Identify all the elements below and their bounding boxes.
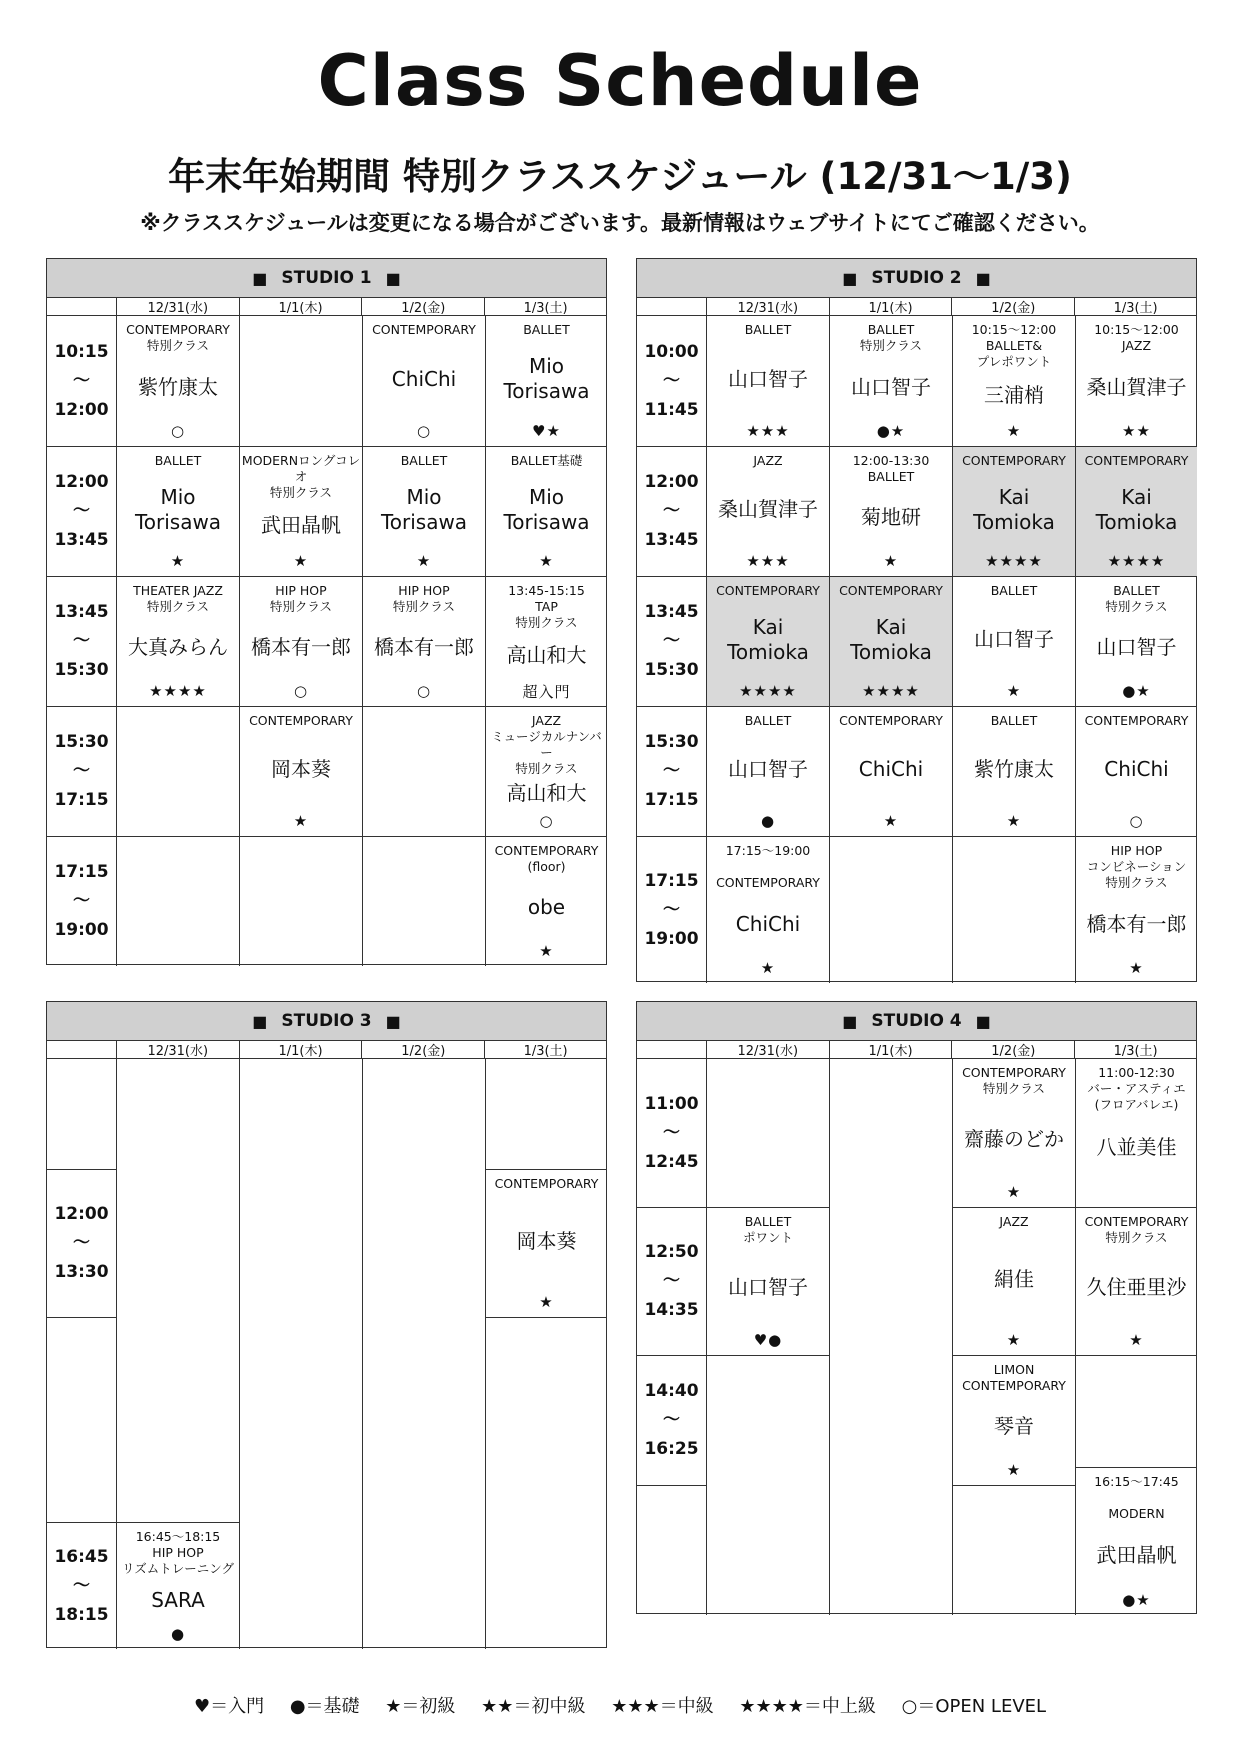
class-genre: CONTEMPORARY xyxy=(962,453,1066,468)
instructor-name: Kai Tomioka xyxy=(1095,484,1178,534)
level-mark: ★ xyxy=(293,812,309,830)
empty-cell xyxy=(952,1485,1075,1615)
time-slot-label: 14:40～ 16:25 xyxy=(644,1381,699,1459)
class-cell xyxy=(239,446,362,576)
legend-item: ★＝初級 xyxy=(385,1696,456,1717)
level-mark: ●★ xyxy=(876,422,906,440)
day-header: 12/31(水) xyxy=(116,1041,239,1058)
level-mark: ○ xyxy=(416,682,432,700)
instructor-name: 岡本葵 xyxy=(516,1229,577,1253)
studio-1-day-row xyxy=(47,298,606,316)
schedule-note: ※クラススケジュールは変更になる場合がございます。最新情報はウェブサイトにてご確認ください。 xyxy=(140,211,1100,235)
time-slot-label: 10:15～ 12:00 xyxy=(54,341,109,420)
time-slot-cell xyxy=(47,576,116,706)
level-mark: ★ xyxy=(1006,422,1022,440)
class-cell xyxy=(952,706,1075,836)
instructor-name: ChiChi xyxy=(391,366,457,391)
page-title: Class Schedule xyxy=(317,40,923,122)
level-mark: ● xyxy=(760,812,776,830)
instructor-name: ChiChi xyxy=(1104,757,1169,781)
class-genre: CONTEMPORARY xyxy=(839,713,943,728)
instructor-name: Mio Torisawa xyxy=(503,484,590,534)
class-genre: LIMON CONTEMPORARY xyxy=(962,1362,1066,1393)
level-mark: ★ xyxy=(1006,682,1022,700)
time-slot-cell xyxy=(47,1522,116,1649)
empty-cell xyxy=(47,1059,116,1169)
instructor-name: 齋藤のどか xyxy=(964,1126,1064,1151)
instructor-name: 橋本有一郎 xyxy=(251,635,351,659)
empty-cell xyxy=(116,1059,239,1522)
class-genre: 10:15～12:00 BALLET& プレポワント xyxy=(971,322,1057,369)
legend-item: ★★＝初中級 xyxy=(481,1696,586,1717)
level-mark: ○ xyxy=(1129,812,1144,830)
day-header-blank xyxy=(637,298,706,315)
instructor-name: Mio Torisawa xyxy=(503,354,590,403)
empty-cell xyxy=(362,1059,485,1649)
level-mark: ★★★★ xyxy=(149,682,207,700)
empty-cell xyxy=(239,1059,362,1649)
time-slot-label: 17:15～ 19:00 xyxy=(644,870,699,949)
studio-2-header: ■ STUDIO 2 ■ xyxy=(637,259,1196,298)
day-header: 12/31(水) xyxy=(706,298,829,315)
class-genre: CONTEMPORARY xyxy=(249,713,353,728)
instructor-name: Mio Torisawa xyxy=(380,484,468,534)
level-mark: ★ xyxy=(1129,1331,1144,1349)
instructor-name: ChiChi xyxy=(858,757,924,781)
level-mark: ★★★★ xyxy=(862,682,920,700)
class-genre: BALLET 特別クラス xyxy=(859,322,923,353)
class-cell xyxy=(952,1355,1075,1485)
instructor-name: 橋本有一郎 xyxy=(374,635,474,659)
level-mark: ★ xyxy=(883,552,899,570)
instructor-name: 山口智子 xyxy=(851,374,931,399)
time-slot-label: 16:45～ 18:15 xyxy=(54,1546,109,1625)
level-mark: ★ xyxy=(1129,959,1144,977)
day-header: 1/3(土) xyxy=(1074,1041,1196,1058)
studio-2-grid xyxy=(637,316,1196,983)
time-slot-label: 12:00～ 13:45 xyxy=(644,472,699,550)
class-cell xyxy=(485,446,607,576)
time-slot-label: 13:45～ 15:30 xyxy=(54,602,109,680)
instructor-name: 紫竹康太 xyxy=(974,757,1054,781)
instructor-name: 岡本葵 xyxy=(271,757,331,781)
studio-1-grid xyxy=(47,316,606,966)
class-cell xyxy=(1075,576,1197,706)
class-cell xyxy=(1075,316,1197,446)
class-cell xyxy=(1075,1207,1197,1355)
day-header: 1/3(土) xyxy=(484,298,606,315)
instructor-name: 山口智子 xyxy=(1096,635,1177,659)
studio-3-name: STUDIO 3 xyxy=(281,1011,372,1031)
class-genre: HIP HOP 特別クラス xyxy=(392,583,456,614)
class-cell xyxy=(829,706,952,836)
class-cell xyxy=(952,446,1075,576)
level-mark: ★★★★ xyxy=(1107,552,1166,570)
class-cell xyxy=(362,446,485,576)
class-cell xyxy=(239,576,362,706)
level-mark: ●★ xyxy=(1122,1591,1151,1609)
class-genre: BALLET ポワント xyxy=(742,1214,793,1245)
class-cell xyxy=(1075,1467,1197,1615)
instructor-name: 武田晶帆 xyxy=(1096,1543,1177,1567)
time-slot-label: 12:00～ 13:30 xyxy=(54,1204,109,1282)
instructor-name: 琴音 xyxy=(994,1414,1034,1438)
class-genre: BALLET xyxy=(990,713,1038,728)
instructor-name: 桑山賀津子 xyxy=(1086,374,1187,399)
level-mark: ★★★★ xyxy=(739,682,797,700)
level-mark: ★ xyxy=(1006,1183,1022,1201)
level-mark: ★ xyxy=(539,552,554,570)
studio-4-table xyxy=(636,1001,1197,1614)
studio-3-table xyxy=(46,1001,607,1648)
class-genre: JAZZ ミュージカルナンバー 特別クラス xyxy=(491,713,602,776)
class-cell xyxy=(1075,836,1197,983)
empty-cell xyxy=(829,1059,952,1615)
instructor-name: 紫竹康太 xyxy=(138,374,218,399)
level-mark: ★ xyxy=(1006,1331,1022,1349)
class-genre: BALLET基礎 xyxy=(510,453,583,468)
class-cell xyxy=(706,446,829,576)
class-genre: BALLET xyxy=(400,453,448,468)
class-genre: BALLET xyxy=(744,322,792,337)
class-genre: CONTEMPORARY xyxy=(1084,713,1189,728)
level-mark: ○ xyxy=(170,422,186,440)
level-mark: ○ xyxy=(539,812,554,830)
time-slot-label: 13:45～ 15:30 xyxy=(644,602,699,680)
level-mark: ★ xyxy=(1006,812,1022,830)
empty-cell xyxy=(362,706,485,836)
time-slot-label: 15:30～ 17:15 xyxy=(54,732,109,810)
studio-1-name: STUDIO 1 xyxy=(281,268,372,288)
time-slot-label: 17:15～ 19:00 xyxy=(54,862,109,940)
legend-item: ●＝基礎 xyxy=(289,1696,360,1717)
empty-cell xyxy=(1075,1355,1197,1467)
class-cell xyxy=(116,576,239,706)
class-genre: BALLET 特別クラス xyxy=(1105,583,1168,614)
level-mark: 超入門 xyxy=(522,682,571,701)
instructor-name: 八並美佳 xyxy=(1096,1134,1177,1159)
time-slot-cell xyxy=(637,1355,706,1485)
studio-2-name: STUDIO 2 xyxy=(871,268,962,288)
level-mark: ♥● xyxy=(753,1331,783,1349)
studio-3-grid xyxy=(47,1059,606,1649)
level-mark: ★ xyxy=(1006,1461,1022,1479)
instructor-name: 三浦梢 xyxy=(984,382,1044,407)
class-genre: CONTEMPORARY xyxy=(494,1176,599,1191)
studio-2-table xyxy=(636,258,1197,982)
time-slot-label: 11:00～ 12:45 xyxy=(644,1093,699,1172)
level-mark: ★★★★ xyxy=(985,552,1043,570)
empty-cell xyxy=(637,1485,706,1615)
day-header: 1/2(金) xyxy=(361,1041,484,1058)
class-genre: CONTEMPORARY xyxy=(1084,453,1189,468)
level-mark: ★ xyxy=(170,552,186,570)
instructor-name: 桑山賀津子 xyxy=(718,497,818,521)
class-cell xyxy=(706,836,829,983)
empty-cell xyxy=(47,1317,116,1522)
class-genre: CONTEMPORARY 特別クラス xyxy=(126,322,230,353)
day-header: 1/2(金) xyxy=(951,298,1074,315)
class-cell xyxy=(485,316,607,446)
level-mark: ● xyxy=(170,1625,186,1643)
class-cell xyxy=(829,316,952,446)
instructor-name: 山口智子 xyxy=(728,366,808,391)
class-cell xyxy=(485,576,607,706)
empty-cell xyxy=(829,836,952,983)
empty-cell xyxy=(239,316,362,446)
day-header: 1/3(土) xyxy=(1074,298,1196,315)
time-slot-cell xyxy=(47,836,116,966)
time-slot-label: 12:50～ 14:35 xyxy=(644,1242,699,1320)
class-cell xyxy=(116,316,239,446)
instructor-name: 山口智子 xyxy=(728,1275,808,1299)
class-genre: CONTEMPORARY 特別クラス xyxy=(962,1065,1066,1096)
instructor-name: 絹佳 xyxy=(994,1267,1034,1291)
class-cell xyxy=(829,576,952,706)
day-header: 1/1(木) xyxy=(829,298,952,315)
page-subtitle: 年末年始期間 特別クラススケジュール (12/31～1/3) xyxy=(168,155,1072,198)
legend-item: ○＝OPEN LEVEL xyxy=(901,1696,1047,1717)
instructor-name: 大真みらん xyxy=(128,635,228,659)
class-cell xyxy=(1075,1059,1197,1207)
class-genre: MODERNロングコレオ 特別クラス xyxy=(241,453,361,500)
day-header: 1/3(土) xyxy=(484,1041,606,1058)
class-cell xyxy=(116,446,239,576)
instructor-name: Kai Tomioka xyxy=(973,484,1055,534)
class-cell xyxy=(952,1207,1075,1355)
time-slot-cell xyxy=(637,706,706,836)
legend-item: ♥＝入門 xyxy=(193,1696,265,1717)
studio-1-table xyxy=(46,258,607,965)
instructor-name: Kai Tomioka xyxy=(727,614,809,664)
level-mark: ★★ xyxy=(1122,422,1151,440)
class-genre: CONTEMPORARY xyxy=(839,583,943,598)
time-slot-cell xyxy=(637,316,706,446)
class-genre: HIP HOP 特別クラス xyxy=(269,583,333,614)
instructor-name: 橋本有一郎 xyxy=(1086,911,1187,936)
class-genre: CONTEMPORARY xyxy=(716,583,820,598)
class-cell xyxy=(706,576,829,706)
class-cell xyxy=(485,836,607,966)
instructor-name: obe xyxy=(527,895,566,919)
empty-cell xyxy=(116,836,239,966)
empty-cell xyxy=(485,1317,607,1649)
class-genre: CONTEMPORARY 特別クラス xyxy=(1084,1214,1189,1245)
instructor-name: SARA xyxy=(151,1587,205,1612)
time-slot-cell xyxy=(637,1059,706,1207)
day-header: 1/1(木) xyxy=(239,1041,362,1058)
class-genre: 11:00-12:30 バー・アスティエ (フロアバレエ) xyxy=(1087,1065,1186,1112)
level-mark: ★ xyxy=(293,552,309,570)
class-cell xyxy=(116,1522,239,1649)
level-mark: ★★★ xyxy=(746,552,790,570)
level-mark: ★★★ xyxy=(746,422,790,440)
day-header: 1/2(金) xyxy=(361,298,484,315)
day-header-blank xyxy=(47,298,116,315)
class-cell xyxy=(1075,706,1197,836)
time-slot-cell xyxy=(47,1169,116,1317)
empty-cell xyxy=(952,836,1075,983)
instructor-name: 高山和大 xyxy=(506,781,587,805)
time-slot-cell xyxy=(47,706,116,836)
time-slot-cell xyxy=(47,446,116,576)
class-genre: JAZZ xyxy=(753,453,783,468)
time-slot-cell xyxy=(637,446,706,576)
instructor-name: ChiChi xyxy=(735,911,801,936)
instructor-name: 菊地研 xyxy=(861,505,921,529)
class-cell xyxy=(1075,446,1197,576)
class-genre: BALLET xyxy=(523,322,570,337)
day-header: 1/1(木) xyxy=(239,298,362,315)
class-genre: JAZZ xyxy=(999,1214,1029,1229)
studio-3-header: ■ STUDIO 3 ■ xyxy=(47,1002,606,1041)
legend-item: ★★★★＝中上級 xyxy=(739,1696,876,1717)
empty-cell xyxy=(116,706,239,836)
instructor-name: 久住亜里沙 xyxy=(1086,1275,1187,1299)
instructor-name: 高山和大 xyxy=(506,643,587,667)
time-slot-cell xyxy=(637,576,706,706)
class-cell xyxy=(706,706,829,836)
studio-2-day-row xyxy=(637,298,1196,316)
time-slot-cell xyxy=(47,316,116,446)
class-genre: BALLET xyxy=(154,453,202,468)
class-cell xyxy=(362,576,485,706)
empty-cell xyxy=(485,1059,607,1169)
class-cell xyxy=(952,316,1075,446)
day-header-blank xyxy=(637,1041,706,1058)
level-legend xyxy=(0,1692,1240,1718)
level-mark: ★ xyxy=(883,812,899,830)
class-cell xyxy=(706,316,829,446)
class-cell xyxy=(485,706,607,836)
studio-4-day-row xyxy=(637,1041,1196,1059)
class-genre: 10:15～12:00 JAZZ xyxy=(1094,322,1179,353)
class-genre: 17:15～19:00 CONTEMPORARY xyxy=(716,843,820,890)
time-slot-label: 15:30～ 17:15 xyxy=(644,732,699,810)
studio-3-day-row xyxy=(47,1041,606,1059)
studio-4-grid xyxy=(637,1059,1196,1615)
class-genre: THEATER JAZZ 特別クラス xyxy=(133,583,223,614)
instructor-name: 武田晶帆 xyxy=(261,513,341,537)
class-genre: BALLET xyxy=(744,713,792,728)
time-slot-label: 12:00～ 13:45 xyxy=(54,472,109,550)
empty-cell xyxy=(706,1059,829,1207)
class-cell xyxy=(706,1207,829,1355)
level-mark: ★ xyxy=(539,1293,554,1311)
class-genre: CONTEMPORARY xyxy=(372,322,476,337)
instructor-name: 山口智子 xyxy=(728,757,808,781)
class-genre: 16:15～17:45 MODERN xyxy=(1094,1474,1179,1521)
empty-cell xyxy=(362,836,485,966)
class-cell xyxy=(239,706,362,836)
class-genre: 13:45-15:15 TAP 特別クラス xyxy=(508,583,585,630)
class-cell xyxy=(362,316,485,446)
class-cell xyxy=(485,1169,607,1317)
day-header: 1/1(木) xyxy=(829,1041,952,1058)
studio-4-name: STUDIO 4 xyxy=(871,1011,962,1031)
class-genre: 16:45～18:15 HIP HOP リズムトレーニング xyxy=(121,1529,234,1576)
class-cell xyxy=(952,576,1075,706)
class-genre: 12:00-13:30 BALLET xyxy=(852,453,930,484)
class-genre: BALLET xyxy=(990,583,1038,598)
time-slot-label: 10:00～ 11:45 xyxy=(644,341,699,420)
class-genre: CONTEMPORARY (floor) xyxy=(494,843,599,874)
level-mark: ○ xyxy=(293,682,309,700)
legend-item: ★★★＝中級 xyxy=(611,1696,714,1717)
instructor-name: 山口智子 xyxy=(974,627,1054,651)
time-slot-cell xyxy=(637,836,706,983)
class-genre: HIP HOP コンビネーション 特別クラス xyxy=(1086,843,1187,890)
level-mark: ○ xyxy=(416,422,432,440)
class-cell xyxy=(829,446,952,576)
empty-cell xyxy=(706,1355,829,1615)
level-mark: ★ xyxy=(416,552,432,570)
day-header: 1/2(金) xyxy=(951,1041,1074,1058)
empty-cell xyxy=(239,836,362,966)
studio-1-header: ■ STUDIO 1 ■ xyxy=(47,259,606,298)
studio-4-header: ■ STUDIO 4 ■ xyxy=(637,1002,1196,1041)
day-header: 12/31(水) xyxy=(706,1041,829,1058)
class-cell xyxy=(952,1059,1075,1207)
time-slot-cell xyxy=(637,1207,706,1355)
day-header: 12/31(水) xyxy=(116,298,239,315)
level-mark: ★ xyxy=(760,959,776,977)
level-mark: ♥★ xyxy=(532,422,561,440)
level-mark: ●★ xyxy=(1122,682,1151,700)
level-mark: ★ xyxy=(539,942,554,960)
instructor-name: Mio Torisawa xyxy=(134,484,222,534)
day-header-blank xyxy=(47,1041,116,1058)
instructor-name: Kai Tomioka xyxy=(850,614,932,664)
